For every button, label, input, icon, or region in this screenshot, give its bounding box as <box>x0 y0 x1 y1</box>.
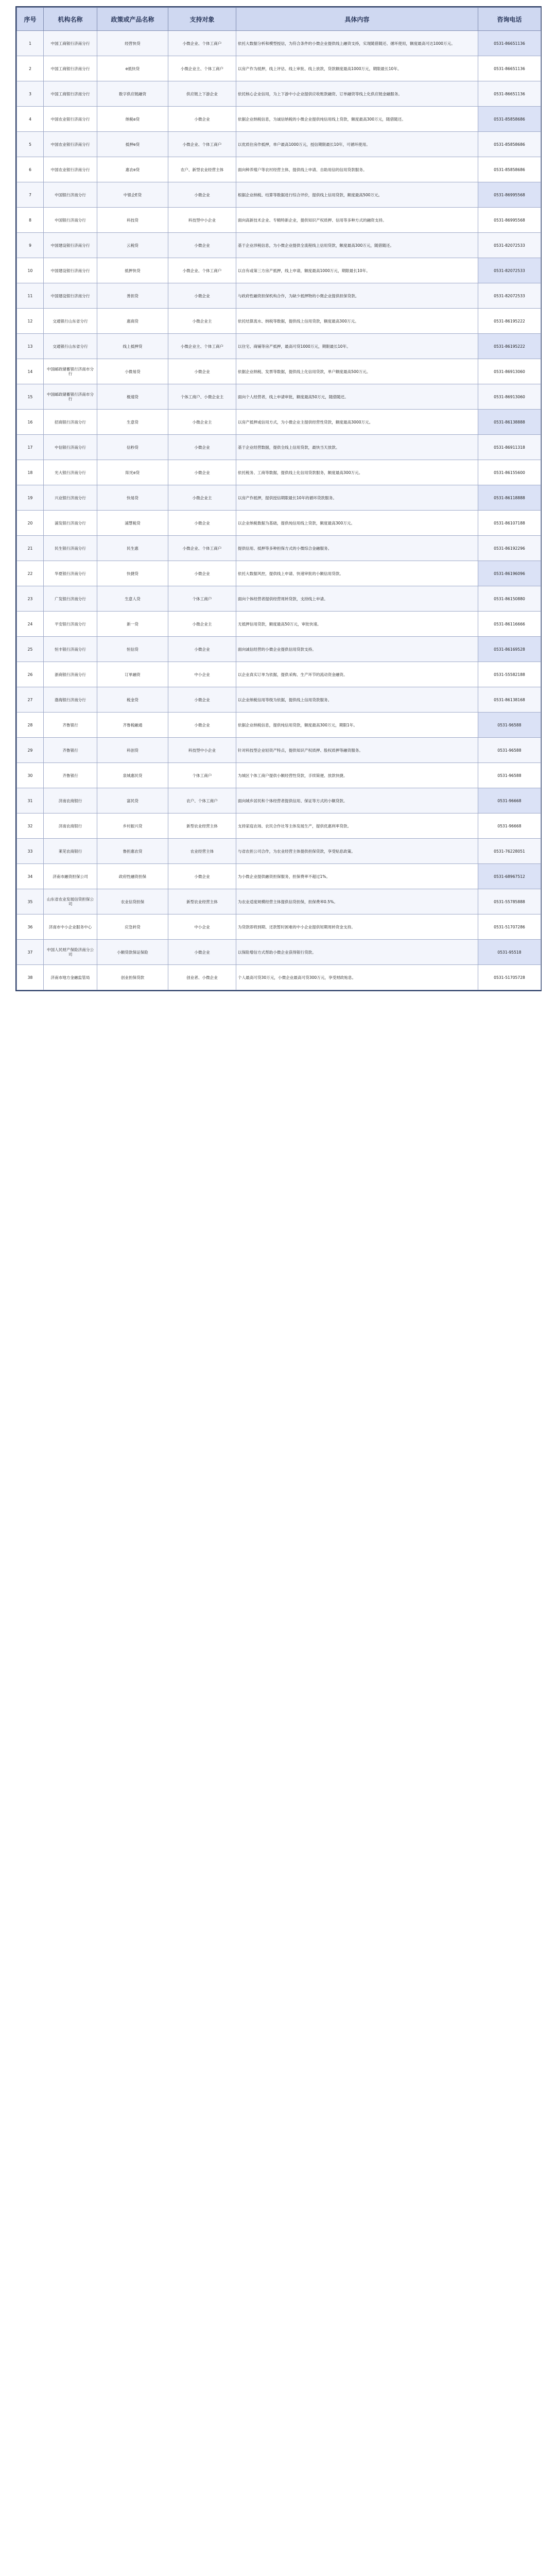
cell-target: 农户、新型农业经营主体 <box>168 157 236 182</box>
cell-target: 个体工商户、小微企业主 <box>168 384 236 410</box>
cell-target: 小微企业 <box>168 359 236 384</box>
cell-detail: 为贷款即将到期、还款暂时困难的中小企业提供短期周转资金支持。 <box>236 914 478 940</box>
cell-org: 济南市中小企业服务中心 <box>44 914 97 940</box>
table-row <box>17 839 541 864</box>
cell-product: 小微易贷 <box>97 359 168 384</box>
table-row <box>17 258 541 283</box>
cell-target: 小微企业、个体工商户 <box>168 258 236 283</box>
cell-target: 小微企业主 <box>168 612 236 637</box>
header-phone: 咨询电话 <box>478 8 541 31</box>
cell-detail: 以房产作为抵押，线上评估、线上审批、线上放款，贷款额度最高1000万元，期限最长10年。 <box>236 56 478 81</box>
cell-org: 浙商银行济南分行 <box>44 662 97 687</box>
table-row <box>17 460 541 485</box>
cell-no: 23 <box>17 586 44 612</box>
cell-target: 中小企业 <box>168 662 236 687</box>
cell-org: 中国银行济南分行 <box>44 182 97 208</box>
cell-no: 2 <box>17 56 44 81</box>
table-row <box>17 81 541 107</box>
cell-phone: 0531-96668 <box>478 814 541 839</box>
table-row <box>17 182 541 208</box>
header-org: 机构名称 <box>44 8 97 31</box>
cell-phone: 0531-86169528 <box>478 637 541 662</box>
cell-product: 中银企E贷 <box>97 182 168 208</box>
table-row <box>17 561 541 586</box>
cell-phone: 0531-85858686 <box>478 157 541 182</box>
cell-product: 浦慧税贷 <box>97 511 168 536</box>
cell-org: 中国农业银行济南分行 <box>44 157 97 182</box>
cell-detail: 面向个体经营者提供经营周转贷款，支持线上申请。 <box>236 586 478 612</box>
table-row <box>17 914 541 940</box>
cell-product: 抵押快贷 <box>97 258 168 283</box>
cell-detail: 个人最高可贷30万元，小微企业最高可贷300万元，享受财政贴息。 <box>236 965 478 990</box>
table-row <box>17 485 541 511</box>
cell-org: 中国邮政储蓄银行济南市分行 <box>44 359 97 384</box>
table-row <box>17 107 541 132</box>
cell-no: 8 <box>17 208 44 233</box>
cell-target: 小微企业主 <box>168 309 236 334</box>
table-row <box>17 612 541 637</box>
cell-no: 32 <box>17 814 44 839</box>
cell-org: 济南农商银行 <box>44 788 97 814</box>
cell-no: 3 <box>17 81 44 107</box>
cell-target: 小微企业 <box>168 107 236 132</box>
cell-org: 齐鲁银行 <box>44 763 97 788</box>
cell-product: 惠农e贷 <box>97 157 168 182</box>
cell-no: 35 <box>17 889 44 914</box>
table-row <box>17 965 541 990</box>
cell-target: 农业经营主体 <box>168 839 236 864</box>
cell-phone: 0531-86138168 <box>478 687 541 713</box>
table-row <box>17 940 541 965</box>
cell-detail: 与省农担公司合作，为农业经营主体提供担保贷款，享受贴息政策。 <box>236 839 478 864</box>
header-product: 政策或产品名称 <box>97 8 168 31</box>
table-row <box>17 864 541 889</box>
cell-phone: 0531-86192296 <box>478 536 541 561</box>
cell-org: 恒丰银行济南分行 <box>44 637 97 662</box>
cell-org: 中国邮政储蓄银行济南市分行 <box>44 384 97 410</box>
table-row <box>17 435 541 460</box>
cell-no: 6 <box>17 157 44 182</box>
cell-phone: 0531-86196096 <box>478 561 541 586</box>
cell-target: 新型农业经营主体 <box>168 889 236 914</box>
cell-detail: 提供信用、抵押等多种担保方式的小微综合金融服务。 <box>236 536 478 561</box>
cell-target: 小微企业 <box>168 561 236 586</box>
cell-target: 农户、个体工商户 <box>168 788 236 814</box>
cell-target: 个体工商户 <box>168 763 236 788</box>
cell-no: 26 <box>17 662 44 687</box>
cell-org: 济南市融资担保公司 <box>44 864 97 889</box>
cell-phone: 0531-86150880 <box>478 586 541 612</box>
cell-detail: 以企业纳税信用等级为依据，提供线上信用贷款服务。 <box>236 687 478 713</box>
table-row <box>17 233 541 258</box>
cell-detail: 针对科技型企业轻资产特点，提供知识产权质押、股权质押等融资服务。 <box>236 738 478 763</box>
cell-phone: 0531-86118888 <box>478 485 541 511</box>
cell-no: 34 <box>17 864 44 889</box>
cell-product: 云税贷 <box>97 233 168 258</box>
policy-table-sheet <box>15 6 542 991</box>
cell-target: 小微企业主 <box>168 485 236 511</box>
cell-no: 24 <box>17 612 44 637</box>
cell-product: 创业担保贷款 <box>97 965 168 990</box>
cell-no: 10 <box>17 258 44 283</box>
cell-no: 17 <box>17 435 44 460</box>
cell-detail: 以企业真实订单为依据，提供采购、生产环节的流动资金融资。 <box>236 662 478 687</box>
cell-no: 28 <box>17 713 44 738</box>
cell-org: 兴业银行济南分行 <box>44 485 97 511</box>
cell-org: 交通银行山东省分行 <box>44 334 97 359</box>
cell-phone: 0531-86995568 <box>478 208 541 233</box>
cell-product: 惠商贷 <box>97 309 168 334</box>
cell-detail: 面向城乡居民和个体经营者提供信用、保证等方式的小额贷款。 <box>236 788 478 814</box>
cell-phone: 0531-82072533 <box>478 283 541 309</box>
cell-phone: 0531-86195222 <box>478 334 541 359</box>
cell-detail: 依托结算流水、纳税等数据，提供线上信用贷款，额度最高300万元。 <box>236 309 478 334</box>
cell-product: 富民贷 <box>97 788 168 814</box>
cell-no: 27 <box>17 687 44 713</box>
cell-org: 平安银行济南分行 <box>44 612 97 637</box>
cell-phone: 0531-86651136 <box>478 56 541 81</box>
cell-product: 订单融资 <box>97 662 168 687</box>
table-row <box>17 889 541 914</box>
cell-target: 供应链上下游企业 <box>168 81 236 107</box>
cell-org: 渤海银行济南分行 <box>44 687 97 713</box>
cell-no: 5 <box>17 132 44 157</box>
cell-target: 小微企业主 <box>168 410 236 435</box>
cell-product: 科技贷 <box>97 208 168 233</box>
cell-target: 新型农业经营主体 <box>168 814 236 839</box>
cell-org: 中国银行济南分行 <box>44 208 97 233</box>
cell-target: 小微企业 <box>168 435 236 460</box>
cell-no: 38 <box>17 965 44 990</box>
cell-detail: 以自有或第三方房产抵押，线上申请，额度最高1000万元，期限最长10年。 <box>236 258 478 283</box>
cell-detail: 依据企业纳税信息，提供纯信用贷款，额度最高300万元，期限1年。 <box>236 713 478 738</box>
cell-detail: 以住宅、商铺等房产抵押，最高可贷1000万元，期限最长10年。 <box>236 334 478 359</box>
cell-phone: 0531-86651136 <box>478 81 541 107</box>
table-row <box>17 157 541 182</box>
cell-org: 光大银行济南分行 <box>44 460 97 485</box>
cell-phone: 0531-68967512 <box>478 864 541 889</box>
table-row <box>17 283 541 309</box>
table-row <box>17 763 541 788</box>
cell-phone: 0531-96588 <box>478 738 541 763</box>
cell-product: 民生惠 <box>97 536 168 561</box>
cell-no: 7 <box>17 182 44 208</box>
cell-org: 济南农商银行 <box>44 814 97 839</box>
table-row <box>17 56 541 81</box>
cell-detail: 为城区个体工商户提供小额经营性贷款，手续简便、放款快捷。 <box>236 763 478 788</box>
cell-phone: 0531-96588 <box>478 713 541 738</box>
cell-detail: 以优质住房作抵押，单户最高1000万元，授信期限最长10年，可循环使用。 <box>236 132 478 157</box>
cell-product: 泉城惠民贷 <box>97 763 168 788</box>
table-row <box>17 384 541 410</box>
cell-phone: 0531-86913060 <box>478 359 541 384</box>
cell-target: 小微企业 <box>168 687 236 713</box>
cell-detail: 以保险增信方式帮助小微企业获得银行贷款。 <box>236 940 478 965</box>
cell-phone: 0531-86155600 <box>478 460 541 485</box>
cell-org: 齐鲁银行 <box>44 738 97 763</box>
cell-no: 16 <box>17 410 44 435</box>
cell-org: 中信银行济南分行 <box>44 435 97 460</box>
table-row <box>17 334 541 359</box>
cell-phone: 0531-86195222 <box>478 309 541 334</box>
cell-no: 21 <box>17 536 44 561</box>
cell-product: 应急转贷 <box>97 914 168 940</box>
cell-product: 农业信贷担保 <box>97 889 168 914</box>
table-row <box>17 637 541 662</box>
cell-phone: 0531-95518 <box>478 940 541 965</box>
table-row <box>17 309 541 334</box>
cell-detail: 以房产作抵押，提供授信期限最长10年的循环贷款服务。 <box>236 485 478 511</box>
cell-detail: 以房产抵押或信用方式，为小微企业主提供经营性贷款，额度最高3000万元。 <box>236 410 478 435</box>
cell-phone: 0531-96588 <box>478 763 541 788</box>
table-row <box>17 359 541 384</box>
cell-product: 科创贷 <box>97 738 168 763</box>
cell-no: 29 <box>17 738 44 763</box>
cell-product: 税金贷 <box>97 687 168 713</box>
cell-product: 新一贷 <box>97 612 168 637</box>
cell-phone: 0531-96668 <box>478 788 541 814</box>
cell-phone: 0531-86913060 <box>478 384 541 410</box>
cell-target: 小微企业 <box>168 713 236 738</box>
cell-org: 齐鲁银行 <box>44 713 97 738</box>
cell-no: 37 <box>17 940 44 965</box>
cell-target: 小微企业、个体工商户 <box>168 536 236 561</box>
cell-detail: 为小微企业提供融资担保服务，担保费率不超过1%。 <box>236 864 478 889</box>
cell-product: e抵快贷 <box>97 56 168 81</box>
cell-detail: 面向高新技术企业、专精特新企业，提供知识产权质押、信用等多种方式的融资支持。 <box>236 208 478 233</box>
cell-org: 中国工商银行济南分行 <box>44 81 97 107</box>
cell-phone: 0531-85858686 <box>478 132 541 157</box>
cell-target: 小微企业 <box>168 637 236 662</box>
cell-org: 华夏银行济南分行 <box>44 561 97 586</box>
table-row <box>17 208 541 233</box>
cell-phone: 0531-55582188 <box>478 662 541 687</box>
cell-detail: 依托大数据分析和模型授信，为符合条件的小微企业提供线上融资支持，实现随借随还、循环使用，额度最高可达1000万元。 <box>236 31 478 56</box>
policy-table <box>16 7 541 990</box>
cell-phone: 0531-86107188 <box>478 511 541 536</box>
cell-org: 莱芜农商银行 <box>44 839 97 864</box>
cell-no: 1 <box>17 31 44 56</box>
table-row <box>17 713 541 738</box>
cell-detail: 依托核心企业信用，为上下游中小企业提供应收账款融资、订单融资等线上化供应链金融服务。 <box>236 81 478 107</box>
cell-product: 快易贷 <box>97 485 168 511</box>
cell-org: 中国农业银行济南分行 <box>44 132 97 157</box>
cell-detail: 与政府性融资担保机构合作，为缺少抵押物的小微企业提供担保贷款。 <box>236 283 478 309</box>
cell-detail: 依托税务、工商等数据，提供线上化信用贷款服务，额度最高300万元。 <box>236 460 478 485</box>
cell-product: 鲁担惠农贷 <box>97 839 168 864</box>
cell-org: 中国工商银行济南分行 <box>44 56 97 81</box>
cell-phone: 0531-86995568 <box>478 182 541 208</box>
cell-no: 11 <box>17 283 44 309</box>
cell-detail: 依据企业纳税信息，为诚信纳税的小微企业提供纯信用线上贷款，额度最高300万元，随借随还。 <box>236 107 478 132</box>
cell-target: 创业者、小微企业 <box>168 965 236 990</box>
cell-product: 经营快贷 <box>97 31 168 56</box>
cell-no: 30 <box>17 763 44 788</box>
cell-phone: 0531-85858686 <box>478 107 541 132</box>
cell-org: 济南市地方金融监管局 <box>44 965 97 990</box>
cell-phone: 0531-86138888 <box>478 410 541 435</box>
cell-detail: 基于企业经营数据，提供全线上信用贷款，最快当天放款。 <box>236 435 478 460</box>
table-row <box>17 788 541 814</box>
cell-org: 广发银行济南分行 <box>44 586 97 612</box>
cell-no: 14 <box>17 359 44 384</box>
cell-detail: 面向诚信经营的小微企业提供信用贷款支持。 <box>236 637 478 662</box>
cell-product: 政府性融资担保 <box>97 864 168 889</box>
cell-org: 中国人民财产保险济南分公司 <box>44 940 97 965</box>
table-row <box>17 132 541 157</box>
cell-product: 小额贷款保证保险 <box>97 940 168 965</box>
cell-target: 小微企业、个体工商户 <box>168 31 236 56</box>
cell-org: 招商银行济南分行 <box>44 410 97 435</box>
cell-no: 13 <box>17 334 44 359</box>
cell-target: 小微企业 <box>168 864 236 889</box>
table-row <box>17 31 541 56</box>
cell-detail: 为农业适度规模经营主体提供信贷担保，担保费率0.5%。 <box>236 889 478 914</box>
cell-no: 4 <box>17 107 44 132</box>
cell-target: 小微企业 <box>168 283 236 309</box>
cell-target: 科技型中小企业 <box>168 738 236 763</box>
cell-detail: 面向种养殖户等农村经营主体，提供线上申请、自助用信的信用贷款服务。 <box>236 157 478 182</box>
cell-target: 个体工商户 <box>168 586 236 612</box>
cell-product: 线上抵押贷 <box>97 334 168 359</box>
cell-target: 小微企业主、个体工商户 <box>168 56 236 81</box>
cell-target: 小微企业 <box>168 233 236 258</box>
cell-product: 恒信贷 <box>97 637 168 662</box>
cell-no: 12 <box>17 309 44 334</box>
cell-detail: 无抵押信用贷款，额度最高50万元，审批快速。 <box>236 612 478 637</box>
cell-no: 31 <box>17 788 44 814</box>
cell-product: 纳税e贷 <box>97 107 168 132</box>
cell-no: 33 <box>17 839 44 864</box>
cell-target: 小微企业 <box>168 511 236 536</box>
cell-org: 民生银行济南分行 <box>44 536 97 561</box>
cell-product: 齐鲁税融通 <box>97 713 168 738</box>
cell-target: 中小企业 <box>168 914 236 940</box>
cell-phone: 0531-86116666 <box>478 612 541 637</box>
cell-target: 小微企业主、个体工商户 <box>168 334 236 359</box>
header-detail: 具体内容 <box>236 8 478 31</box>
cell-detail: 根据企业纳税、结算等数据进行综合评价，提供线上信用贷款，额度最高500万元。 <box>236 182 478 208</box>
cell-org: 中国建设银行济南分行 <box>44 258 97 283</box>
cell-no: 20 <box>17 511 44 536</box>
cell-product: 阳光e贷 <box>97 460 168 485</box>
cell-target: 小微企业 <box>168 940 236 965</box>
cell-detail: 以企业纳税数据为基础，提供纯信用线上贷款，额度最高300万元。 <box>236 511 478 536</box>
cell-phone: 0531-76228051 <box>478 839 541 864</box>
cell-target: 小微企业 <box>168 460 236 485</box>
table-row <box>17 738 541 763</box>
cell-org: 中国农业银行济南分行 <box>44 107 97 132</box>
header-no: 序号 <box>17 8 44 31</box>
cell-phone: 0531-86911318 <box>478 435 541 460</box>
cell-detail: 依托大数据风控，提供线上申请、快速审批的小额信用贷款。 <box>236 561 478 586</box>
cell-detail: 依据企业纳税、发票等数据，提供线上化信用贷款，单户额度最高500万元。 <box>236 359 478 384</box>
cell-phone: 0531-82072533 <box>478 233 541 258</box>
cell-phone: 0531-82072533 <box>478 258 541 283</box>
cell-phone: 0531-86651136 <box>478 31 541 56</box>
cell-target: 小微企业 <box>168 182 236 208</box>
cell-target: 小微企业、个体工商户 <box>168 132 236 157</box>
cell-product: 极速贷 <box>97 384 168 410</box>
table-row <box>17 536 541 561</box>
cell-no: 19 <box>17 485 44 511</box>
cell-no: 9 <box>17 233 44 258</box>
table-row <box>17 662 541 687</box>
table-row <box>17 511 541 536</box>
table-header-row <box>17 8 541 31</box>
cell-product: 生意人贷 <box>97 586 168 612</box>
cell-product: 抵押e贷 <box>97 132 168 157</box>
cell-org: 浦发银行济南分行 <box>44 511 97 536</box>
table-row <box>17 814 541 839</box>
cell-no: 25 <box>17 637 44 662</box>
table-row <box>17 410 541 435</box>
cell-product: 善担贷 <box>97 283 168 309</box>
table-row <box>17 586 541 612</box>
cell-no: 36 <box>17 914 44 940</box>
cell-product: 乡村振兴贷 <box>97 814 168 839</box>
cell-org: 中国建设银行济南分行 <box>44 233 97 258</box>
cell-org: 中国建设银行济南分行 <box>44 283 97 309</box>
header-target: 支持对象 <box>168 8 236 31</box>
cell-org: 山东省农业发展信贷担保公司 <box>44 889 97 914</box>
cell-no: 15 <box>17 384 44 410</box>
cell-detail: 支持家庭农场、农民合作社等主体发展生产，提供优惠利率贷款。 <box>236 814 478 839</box>
cell-product: 信秒贷 <box>97 435 168 460</box>
cell-target: 科技型中小企业 <box>168 208 236 233</box>
cell-phone: 0531-51705728 <box>478 965 541 990</box>
cell-org: 中国工商银行济南分行 <box>44 31 97 56</box>
cell-phone: 0531-51707286 <box>478 914 541 940</box>
cell-product: 数字供应链融资 <box>97 81 168 107</box>
cell-no: 18 <box>17 460 44 485</box>
cell-org: 交通银行山东省分行 <box>44 309 97 334</box>
cell-no: 22 <box>17 561 44 586</box>
cell-phone: 0531-55785888 <box>478 889 541 914</box>
cell-detail: 面向个人经营者，线上申请审批，额度最高50万元，随借随还。 <box>236 384 478 410</box>
table-row <box>17 687 541 713</box>
cell-detail: 基于企业涉税信息，为小微企业提供全流程线上信用贷款，额度最高300万元，随借随还。 <box>236 233 478 258</box>
cell-product: 生意贷 <box>97 410 168 435</box>
cell-product: 快捷贷 <box>97 561 168 586</box>
